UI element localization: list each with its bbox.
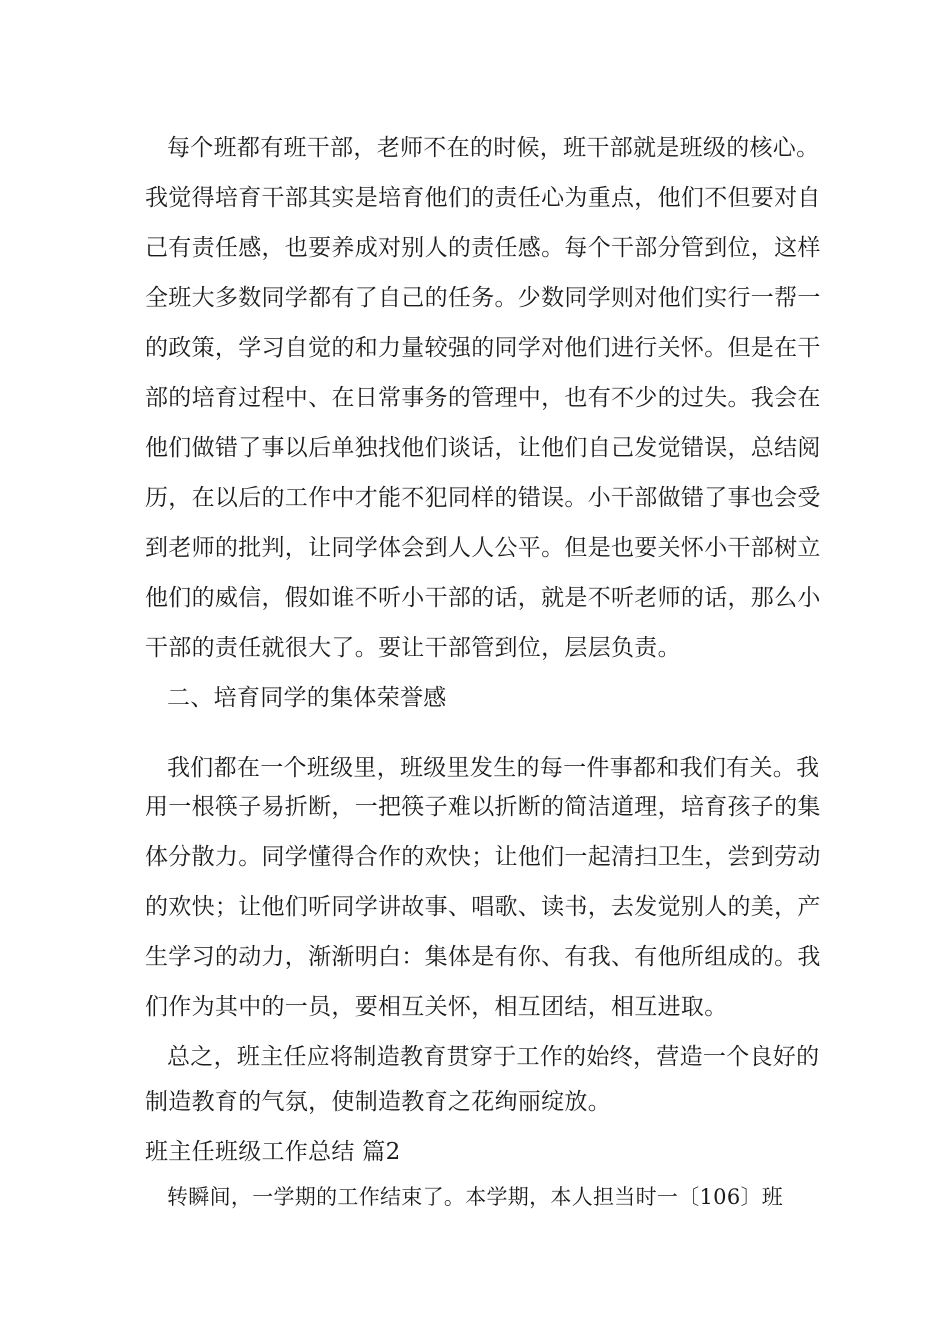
paragraph-line: 们作为其中的一员，要相互关怀，相互团结，相互进取。 — [145, 994, 728, 1020]
paragraph-line: 的政策，学习自觉的和力量较强的同学对他们进行关怀。但是在干 — [145, 335, 821, 361]
paragraph-line: 部的培育过程中、在日常事务的管理中，也有不少的过失。我会在 — [145, 385, 821, 411]
paragraph-line: 体分散力。同学懂得合作的欢快；让他们一起清扫卫生，尝到劳动 — [145, 844, 821, 870]
article-title: 班主任班级工作总结 篇2 — [145, 1139, 401, 1165]
paragraph-line: 我们都在一个班级里，班级里发生的每一件事都和我们有关。我 — [167, 755, 820, 781]
paragraph-line: 干部的责任就很大了。要让干部管到位，层层负责。 — [145, 635, 681, 661]
section-heading: 二、培育同学的集体荣誉感 — [167, 685, 447, 711]
paragraph-line: 他们的威信，假如谁不听小干部的话，就是不听老师的话，那么小 — [145, 585, 821, 611]
paragraph-line: 全班大多数同学都有了自己的任务。少数同学则对他们实行一帮一 — [145, 285, 821, 311]
paragraph-line: 的欢快；让他们听同学讲故事、唱歌、读书，去发觉别人的美，产 — [145, 894, 821, 920]
paragraph-line: 每个班都有班干部，老师不在的时候，班干部就是班级的核心。 — [167, 135, 820, 161]
paragraph-line: 己有责任感，也要养成对别人的责任感。每个干部分管到位，这样 — [145, 235, 821, 261]
paragraph-line: 转瞬间，一学期的工作结束了。本学期，本人担当时一〔106〕班 — [167, 1185, 784, 1209]
paragraph-line: 生学习的动力，渐渐明白：集体是有你、有我、有他所组成的。我 — [145, 944, 821, 970]
paragraph-line: 用一根筷子易折断，一把筷子难以折断的简洁道理，培育孩子的集 — [145, 794, 821, 820]
paragraph-line: 我觉得培育干部其实是培育他们的责任心为重点，他们不但要对自 — [145, 185, 821, 211]
paragraph-line: 制造教育的气氛，使制造教育之花绚丽绽放。 — [145, 1089, 611, 1115]
paragraph-line: 到老师的批判，让同学体会到人人公平。但是也要关怀小干部树立 — [145, 535, 821, 561]
paragraph-line: 他们做错了事以后单独找他们谈话，让他们自己发觉错误，总结阅 — [145, 435, 821, 461]
paragraph-line: 总之，班主任应将制造教育贯穿于工作的始终，营造一个良好的 — [167, 1044, 820, 1070]
paragraph-line: 历，在以后的工作中才能不犯同样的错误。小干部做错了事也会受 — [145, 485, 821, 511]
